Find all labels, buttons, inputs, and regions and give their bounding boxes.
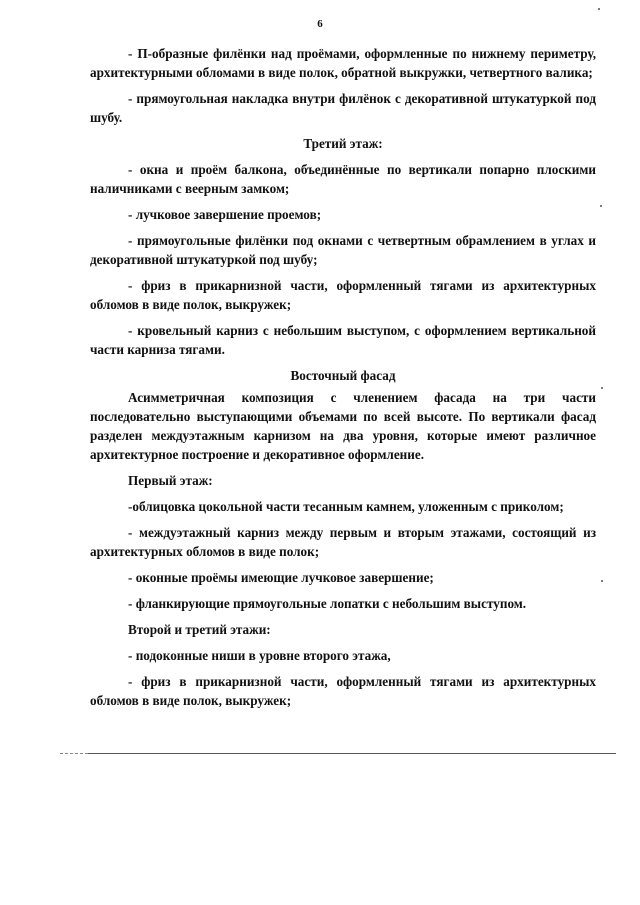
- list-item: - подоконные ниши в уровне второго этажа,: [128, 648, 391, 663]
- list-item: - кровельный карниз с небольшим выступом, с оформлением вертикальной части карниза тягами.: [90, 323, 596, 357]
- section-heading: Восточный фасад: [290, 368, 396, 383]
- page-number: 6: [317, 18, 323, 30]
- list-item: -облицовка цокольной части тесанным камнем, уложенным с приколом;: [128, 499, 564, 514]
- list-item: - П-образные филёнки над проёмами, оформленные по нижнему периметру, архитектурными обломами в виде полок, обратной выкружки, четвертного валика;: [90, 46, 596, 80]
- footer-divider: [88, 753, 616, 754]
- section-subheading: Первый этаж:: [128, 473, 213, 488]
- list-item: - лучковое завершение проемов;: [128, 207, 322, 222]
- document-body: [90, 44, 596, 717]
- scan-speck: [601, 580, 603, 582]
- list-item: - прямоугольные филёнки под окнами с четвертным обрамлением в углах и декоративной штукатуркой под шубу;: [90, 233, 596, 267]
- section-subheading: Второй и третий этажи:: [128, 622, 271, 637]
- section-subheading: Третий этаж:: [303, 136, 383, 151]
- list-item: - фриз в прикарнизной части, оформленный тягами из архитектурных обломов в виде полок, выкружек;: [90, 674, 596, 708]
- list-item: - прямоугольная накладка внутри филёнок с декоративной штукатуркой под шубу.: [90, 91, 596, 125]
- list-item: - междуэтажный карниз между первым и вторым этажами, состоящий из архитектурных обломов в виде полок;: [90, 525, 596, 559]
- scan-speck: [601, 387, 603, 389]
- scan-speck: [598, 8, 600, 10]
- list-item: - фриз в прикарнизной части, оформленный тягами из архитектурных обломов в виде полок, выкружек;: [90, 278, 596, 312]
- scan-speck: [600, 205, 602, 207]
- list-item: - окна и проём балкона, объединённые по вертикали попарно плоскими наличниками с веерным замком;: [90, 162, 596, 196]
- list-item: - оконные проёмы имеющие лучковое завершение;: [128, 570, 434, 585]
- list-item: - фланкирующие прямоугольные лопатки с небольшим выступом.: [128, 596, 527, 611]
- footer-divider-tail: [60, 753, 88, 754]
- paragraph: Асимметричная композиция с членением фасада на три части последовательно выступающими объемами по всей высоте. По вертикали фасад разделен междуэтажным карнизом на два уровня, которые имеют различное архитектурное построение и декоративное оформление.: [90, 390, 596, 462]
